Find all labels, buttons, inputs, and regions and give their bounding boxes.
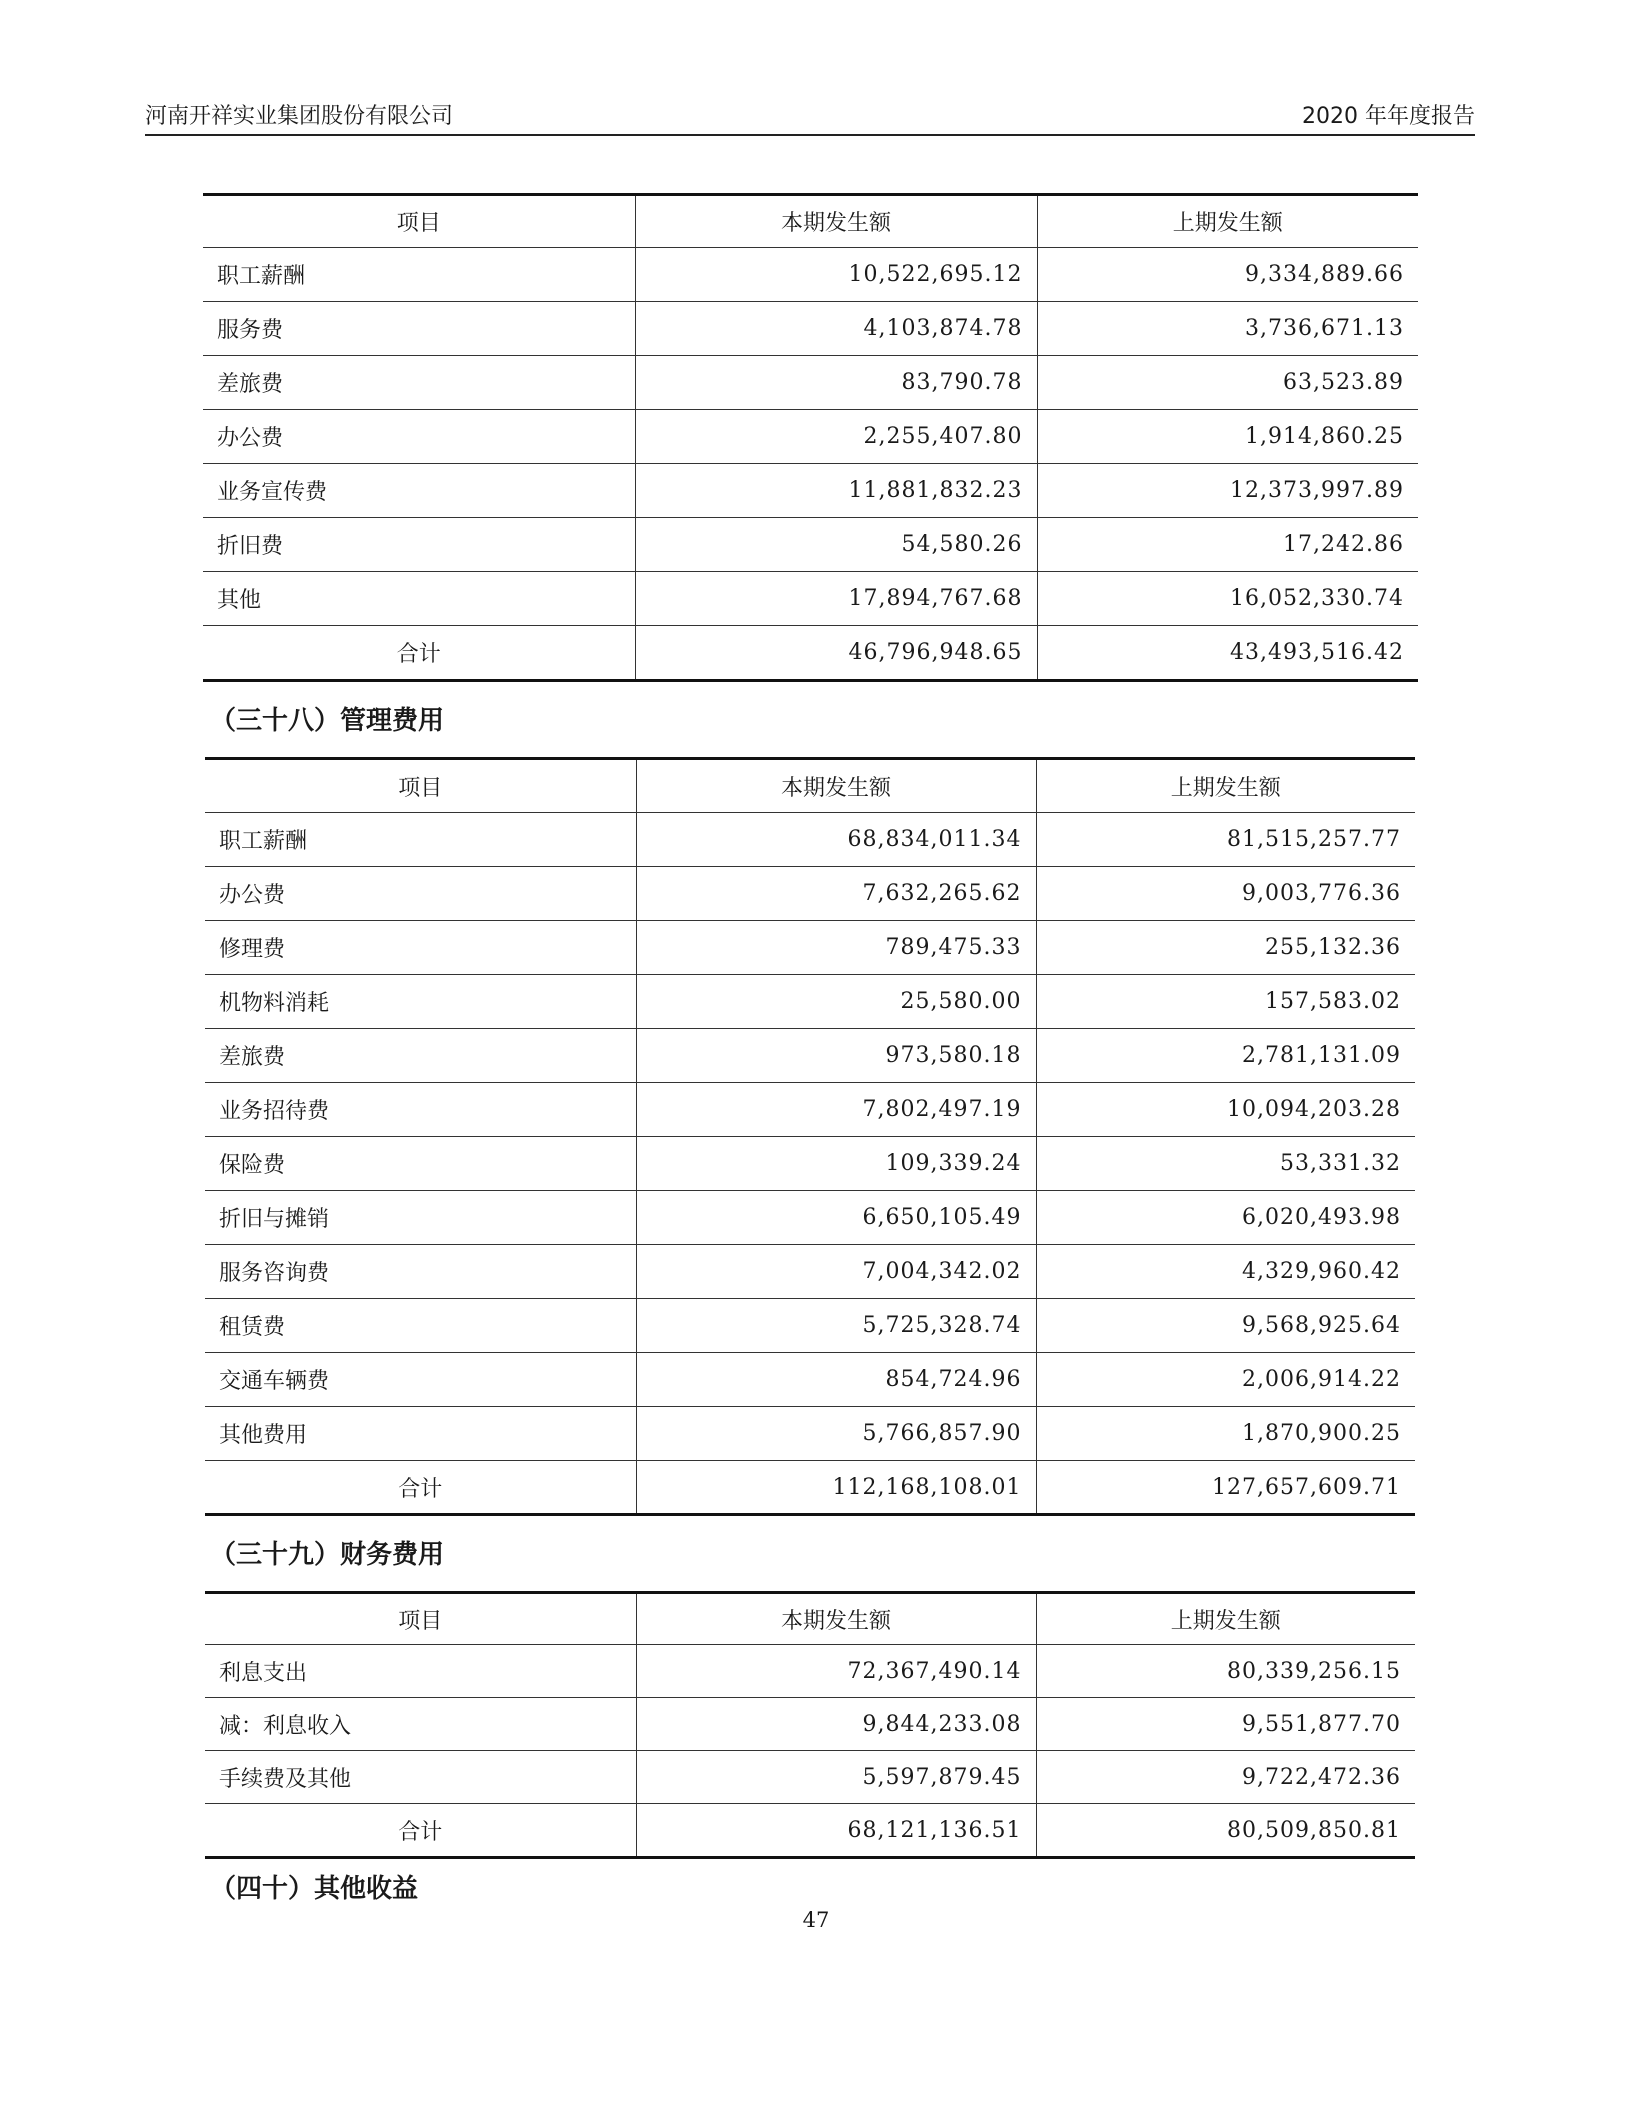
table-row	[205, 1137, 1415, 1191]
section-title-financial-expenses: （三十九）财务费用	[210, 1540, 445, 1570]
column-header-item: 项目	[205, 759, 636, 813]
row-previous: 16,052,330.74	[1037, 572, 1418, 626]
table-row	[205, 975, 1415, 1029]
total-current: 68,121,136.51	[636, 1804, 1036, 1858]
table-row	[205, 1191, 1415, 1245]
row-current: 5,766,857.90	[636, 1407, 1036, 1461]
total-current: 46,796,948.65	[635, 626, 1037, 681]
table-header-row	[203, 195, 1418, 248]
row-previous: 12,373,997.89	[1037, 464, 1418, 518]
row-previous: 9,334,889.66	[1037, 248, 1418, 302]
column-header-previous: 上期发生额	[1036, 759, 1415, 813]
column-header-item: 项目	[205, 1593, 636, 1645]
row-label: 服务咨询费	[205, 1245, 636, 1299]
row-current: 2,255,407.80	[635, 410, 1037, 464]
management-expense-table	[205, 757, 1415, 1516]
row-label: 折旧与摊销	[205, 1191, 636, 1245]
table-row	[205, 1083, 1415, 1137]
table-row	[205, 1751, 1415, 1804]
column-header-previous: 上期发生额	[1037, 195, 1418, 248]
row-label: 办公费	[205, 867, 636, 921]
table-row	[205, 1698, 1415, 1751]
row-label: 职工薪酬	[205, 813, 636, 867]
section-title-management-expenses: （三十八）管理费用	[210, 706, 445, 736]
row-current: 5,597,879.45	[636, 1751, 1036, 1804]
row-current: 72,367,490.14	[636, 1645, 1036, 1698]
row-current: 854,724.96	[636, 1353, 1036, 1407]
table-row	[205, 1245, 1415, 1299]
total-previous: 43,493,516.42	[1037, 626, 1418, 681]
row-label: 折旧费	[203, 518, 635, 572]
row-previous: 9,003,776.36	[1036, 867, 1415, 921]
table-row	[203, 302, 1418, 356]
row-current: 7,802,497.19	[636, 1083, 1036, 1137]
table-row	[205, 813, 1415, 867]
table-row	[205, 1645, 1415, 1698]
column-header-current: 本期发生额	[636, 759, 1036, 813]
row-label: 职工薪酬	[203, 248, 635, 302]
row-current: 7,004,342.02	[636, 1245, 1036, 1299]
section-title-other-income: （四十）其他收益	[210, 1874, 419, 1904]
column-header-current: 本期发生额	[635, 195, 1037, 248]
row-previous: 9,551,877.70	[1036, 1698, 1415, 1751]
row-label: 保险费	[205, 1137, 636, 1191]
total-label: 合计	[205, 1461, 636, 1515]
row-previous: 4,329,960.42	[1036, 1245, 1415, 1299]
table-row	[205, 1029, 1415, 1083]
row-previous: 255,132.36	[1036, 921, 1415, 975]
table-row	[203, 518, 1418, 572]
table-row	[205, 867, 1415, 921]
row-current: 54,580.26	[635, 518, 1037, 572]
row-current: 7,632,265.62	[636, 867, 1036, 921]
row-previous: 3,736,671.13	[1037, 302, 1418, 356]
row-label: 办公费	[203, 410, 635, 464]
table-header-row	[205, 759, 1415, 813]
row-previous: 2,006,914.22	[1036, 1353, 1415, 1407]
report-title: 2020 年年度报告	[1302, 104, 1475, 129]
row-previous: 157,583.02	[1036, 975, 1415, 1029]
row-current: 11,881,832.23	[635, 464, 1037, 518]
row-label: 租赁费	[205, 1299, 636, 1353]
row-previous: 9,722,472.36	[1036, 1751, 1415, 1804]
row-label: 修理费	[205, 921, 636, 975]
row-previous: 80,339,256.15	[1036, 1645, 1415, 1698]
row-previous: 2,781,131.09	[1036, 1029, 1415, 1083]
row-label: 其他	[203, 572, 635, 626]
row-label: 减：利息收入	[205, 1698, 636, 1751]
total-previous: 80,509,850.81	[1036, 1804, 1415, 1858]
row-label: 业务招待费	[205, 1083, 636, 1137]
row-previous: 81,515,257.77	[1036, 813, 1415, 867]
row-previous: 63,523.89	[1037, 356, 1418, 410]
row-current: 973,580.18	[636, 1029, 1036, 1083]
row-previous: 10,094,203.28	[1036, 1083, 1415, 1137]
row-previous: 53,331.32	[1036, 1137, 1415, 1191]
table-row	[203, 356, 1418, 410]
row-label: 业务宣传费	[203, 464, 635, 518]
row-previous: 17,242.86	[1037, 518, 1418, 572]
row-current: 5,725,328.74	[636, 1299, 1036, 1353]
column-header-previous: 上期发生额	[1036, 1593, 1415, 1645]
row-current: 4,103,874.78	[635, 302, 1037, 356]
company-name: 河南开祥实业集团股份有限公司	[145, 104, 454, 129]
table-row	[203, 410, 1418, 464]
row-label: 差旅费	[203, 356, 635, 410]
row-previous: 1,870,900.25	[1036, 1407, 1415, 1461]
total-current: 112,168,108.01	[636, 1461, 1036, 1515]
table-row	[205, 921, 1415, 975]
table-header-row	[205, 1593, 1415, 1645]
row-current: 83,790.78	[635, 356, 1037, 410]
table-row	[203, 248, 1418, 302]
row-current: 6,650,105.49	[636, 1191, 1036, 1245]
total-label: 合计	[203, 626, 635, 681]
financial-expense-table	[205, 1591, 1415, 1859]
page-number: 47	[802, 1908, 830, 1932]
selling-expense-table	[203, 193, 1418, 682]
table-row	[205, 1299, 1415, 1353]
row-label: 其他费用	[205, 1407, 636, 1461]
column-header-item: 项目	[203, 195, 635, 248]
row-label: 手续费及其他	[205, 1751, 636, 1804]
row-label: 差旅费	[205, 1029, 636, 1083]
total-row	[203, 626, 1418, 681]
row-current: 789,475.33	[636, 921, 1036, 975]
table-row	[205, 1407, 1415, 1461]
row-current: 25,580.00	[636, 975, 1036, 1029]
row-previous: 9,568,925.64	[1036, 1299, 1415, 1353]
row-current: 109,339.24	[636, 1137, 1036, 1191]
total-row	[205, 1804, 1415, 1858]
total-label: 合计	[205, 1804, 636, 1858]
table-row	[205, 1353, 1415, 1407]
row-label: 机物料消耗	[205, 975, 636, 1029]
row-previous: 6,020,493.98	[1036, 1191, 1415, 1245]
row-current: 68,834,011.34	[636, 813, 1036, 867]
row-label: 交通车辆费	[205, 1353, 636, 1407]
page-header	[145, 96, 1475, 136]
total-row	[205, 1461, 1415, 1515]
column-header-current: 本期发生额	[636, 1593, 1036, 1645]
row-label: 利息支出	[205, 1645, 636, 1698]
row-current: 10,522,695.12	[635, 248, 1037, 302]
table-row	[203, 464, 1418, 518]
row-current: 9,844,233.08	[636, 1698, 1036, 1751]
row-current: 17,894,767.68	[635, 572, 1037, 626]
row-label: 服务费	[203, 302, 635, 356]
table-row	[203, 572, 1418, 626]
row-previous: 1,914,860.25	[1037, 410, 1418, 464]
total-previous: 127,657,609.71	[1036, 1461, 1415, 1515]
